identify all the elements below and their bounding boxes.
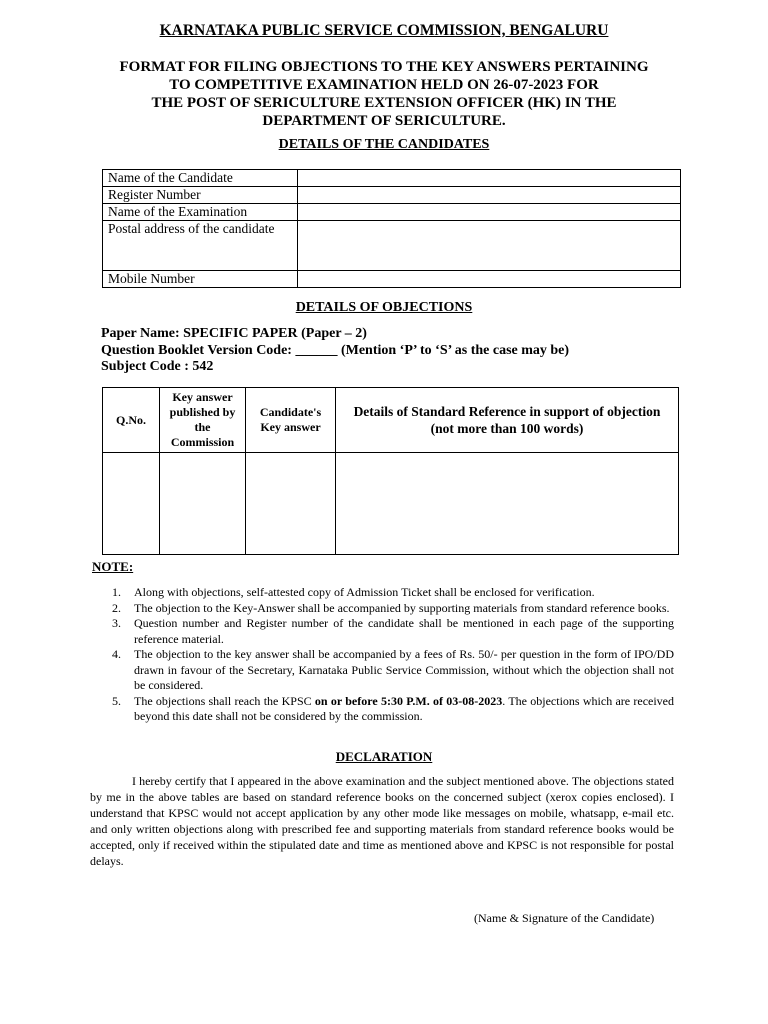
commission-heading: KARNATAKA PUBLIC SERVICE COMMISSION, BENGALURU <box>159 22 609 39</box>
note-text: The objections shall reach the KPSC <box>134 693 315 708</box>
table-row <box>103 453 679 555</box>
header-line: Key answer <box>172 390 233 404</box>
paper-info <box>101 326 569 376</box>
table-row <box>103 204 681 221</box>
note-text: . The objections which are received beyond this date shall not be considered by the commission. <box>134 693 675 723</box>
objections-table <box>102 387 679 555</box>
header-line: the <box>194 420 211 434</box>
declaration-heading: DECLARATION <box>335 749 433 764</box>
header-line: Details of Standard Reference in support of objection <box>353 404 661 419</box>
details-reference-header <box>336 388 679 453</box>
form-title-line: THE POST OF SERICULTURE EXTENSION OFFICER (HK) IN THE <box>151 95 617 111</box>
item-number: 3. <box>112 616 121 630</box>
item-number: 4. <box>112 647 121 661</box>
form-title-line: DEPARTMENT OF SERICULTURE. <box>262 113 506 129</box>
objections-heading: DETAILS OF OBJECTIONS <box>295 300 473 315</box>
header-line: (not more than 100 words) <box>430 421 584 436</box>
key-answer-header <box>160 388 246 453</box>
exam-name-field[interactable] <box>298 204 681 221</box>
list-item <box>108 694 674 725</box>
list-item <box>108 601 674 617</box>
subject-code: Subject Code : 542 <box>101 359 214 374</box>
postal-address-field[interactable] <box>298 221 681 271</box>
header-line: published by <box>169 405 236 419</box>
key-answer-cell[interactable] <box>160 453 246 555</box>
header-line: Candidate's <box>259 405 322 419</box>
list-item <box>108 585 674 601</box>
form-title-line: FORMAT FOR FILING OBJECTIONS TO THE KEY ANSWERS PERTAINING <box>119 59 649 75</box>
signature-label: (Name & Signature of the Candidate) <box>474 911 655 925</box>
table-row <box>103 221 681 271</box>
booklet-version-code: Question Booklet Version Code: ______ (Mention ‘P’ to ‘S’ as the case may be) <box>101 342 570 358</box>
table-row <box>103 170 681 187</box>
note-text: Question number and Register number of the candidate shall be mentioned in each page of the supporting reference material. <box>134 616 674 646</box>
note-text: Along with objections, self-attested copy of Admission Ticket shall be enclosed for verification. <box>134 585 595 599</box>
form-title <box>60 58 708 130</box>
note-text: The objection to the Key-Answer shall be accompanied by supporting materials from standard reference books. <box>134 600 670 615</box>
deadline-text: on or before 5:30 P.M. of 03-08-2023 <box>314 693 503 708</box>
candidate-details-heading: DETAILS OF THE CANDIDATES <box>278 137 490 152</box>
header-line: Commission <box>170 435 235 449</box>
item-number: 2. <box>112 600 121 615</box>
note-heading: NOTE: <box>92 559 134 574</box>
declaration-text: I hereby certify that I appeared in the above examination and the subject mentioned above. The objections stated by me in the above tables are based on standard reference books on the concerned subject (xerox copies enclosed). I understand that KPSC would not accept application by any other mode like messages on mobile, whatsapp, e-mail etc. and only written objections along with prescribed fee and supporting materials from standard reference books would be accepted, only if received within the stipulated date and time as mentioned above and KPSC is not responsible for postal delays. <box>90 774 674 868</box>
item-number: 1. <box>112 585 121 599</box>
form-title-line: TO COMPETITIVE EXAMINATION HELD ON 26-07-2023 FOR <box>169 77 599 93</box>
item-number: 5. <box>112 693 121 708</box>
list-item <box>108 647 674 694</box>
table-row <box>103 271 681 288</box>
paper-name: Paper Name: SPECIFIC PAPER (Paper – 2) <box>101 326 367 341</box>
header-line: Key answer <box>260 420 321 434</box>
candidate-key-header <box>246 388 336 453</box>
candidate-key-cell[interactable] <box>246 453 336 555</box>
qno-cell[interactable] <box>103 453 160 555</box>
mobile-number-label: Mobile Number <box>103 271 298 288</box>
table-header-row <box>103 388 679 453</box>
mobile-number-field[interactable] <box>298 271 681 288</box>
qno-header: Q.No. <box>103 388 160 453</box>
exam-name-label: Name of the Examination <box>103 204 298 221</box>
details-reference-cell[interactable] <box>336 453 679 555</box>
candidate-details-table <box>102 169 681 288</box>
list-item <box>108 616 674 647</box>
candidate-name-field[interactable] <box>298 170 681 187</box>
note-text: The objection to the key answer shall be accompanied by a fees of Rs. 50/- per question in the form of IPO/DD drawn in favour of the Secretary, Karnataka Public Service Commission, without which the objection shall not be considered. <box>134 647 674 692</box>
table-row <box>103 187 681 204</box>
note-list <box>108 585 674 725</box>
candidate-name-label: Name of the Candidate <box>103 170 298 187</box>
register-number-label: Register Number <box>103 187 298 204</box>
postal-address-label: Postal address of the candidate <box>103 221 298 271</box>
register-number-field[interactable] <box>298 187 681 204</box>
